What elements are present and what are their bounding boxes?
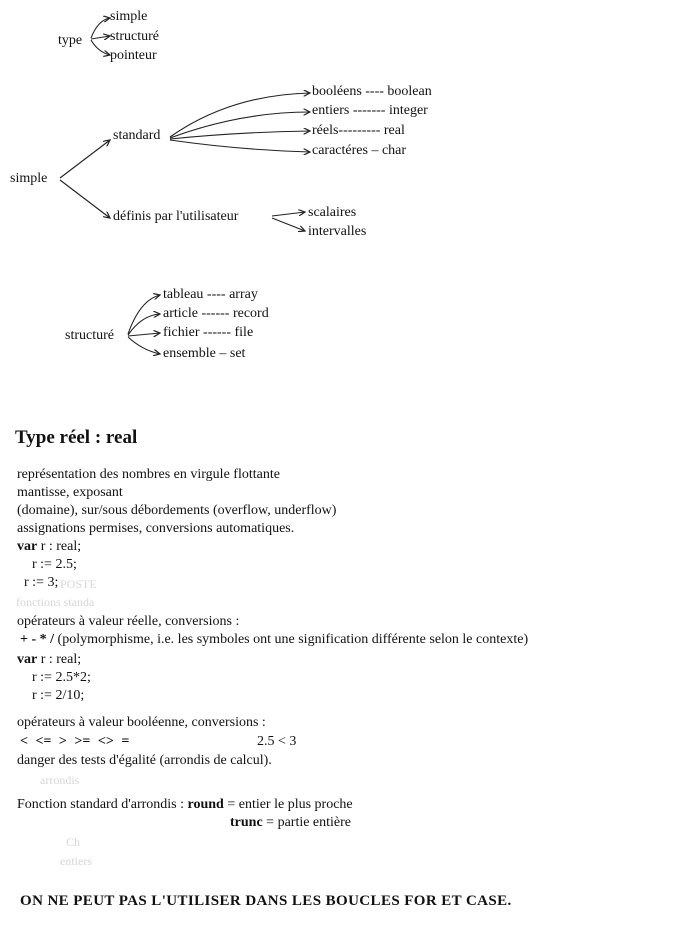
standard-item-real: réels--------- real xyxy=(312,123,405,138)
struct-item-set: ensemble – set xyxy=(163,346,246,361)
type-child-simple: simple xyxy=(110,9,148,24)
section-title: Type réel : real xyxy=(15,427,138,448)
struct-tree-arrows xyxy=(128,295,160,354)
type-tree-arrows xyxy=(91,18,110,55)
code-block-1-line-1 xyxy=(17,539,81,555)
ops-real-heading: opérateurs à valeur réelle, conversions : xyxy=(17,614,240,629)
ops-real-line xyxy=(20,632,528,648)
user-defined-label: définis par l'utilisateur xyxy=(113,209,239,224)
user-item-intervalles: intervalles xyxy=(308,224,367,239)
ops-real-symbols: + - * / xyxy=(20,632,55,647)
var-declaration: r : real; xyxy=(37,652,82,667)
ops-real-note: (polymorphisme, i.e. les symboles ont une signification différente selon le contexte) xyxy=(57,632,529,647)
scan-smudge: fonctions standa xyxy=(16,595,95,609)
code-block-2-line-3: r := 2/10; xyxy=(32,688,85,703)
var-keyword: var xyxy=(17,539,38,554)
type-child-structure: structuré xyxy=(110,29,159,44)
standard-item-char: caractéres – char xyxy=(312,143,407,158)
simple-root-label: simple xyxy=(10,171,48,186)
type-root-label: type xyxy=(58,33,83,48)
ops-bool-heading: opérateurs à valeur booléenne, conversions : xyxy=(17,715,266,730)
trunc-line xyxy=(230,815,351,831)
struct-item-array: tableau ---- array xyxy=(163,287,258,302)
text-line-mantisse: mantisse, exposant xyxy=(17,485,123,500)
scan-artifact xyxy=(488,213,526,221)
standard-label: standard xyxy=(113,128,161,143)
struct-item-file: fichier ------ file xyxy=(163,325,254,340)
var-keyword: var xyxy=(17,652,38,667)
code-block-1-line-3: r := 3; xyxy=(24,575,59,590)
danger-line: danger des tests d'égalité (arrondis de calcul). xyxy=(17,753,272,768)
standard-item-boolean: booléens ---- boolean xyxy=(312,84,432,99)
standard-item-integer: entiers ------- integer xyxy=(312,103,428,118)
text-line-assignations: assignations permises, conversions automatiques. xyxy=(17,521,295,536)
ops-bool-example: 2.5 < 3 xyxy=(257,734,297,749)
round-keyword: round xyxy=(187,797,224,812)
trunc-description: = partie entière xyxy=(262,815,352,830)
struct-item-record: article ------ record xyxy=(163,306,269,321)
var-declaration: r : real; xyxy=(37,539,82,554)
scan-smudge: entiers xyxy=(60,854,92,868)
scan-smudge: Ch xyxy=(66,835,81,849)
user-item-scalaires: scalaires xyxy=(308,205,357,220)
round-line xyxy=(17,797,353,813)
text-line-representation: représentation des nombres en virgule flottante xyxy=(17,467,280,482)
trunc-keyword: trunc xyxy=(230,815,263,830)
code-block-2-line-2: r := 2.5*2; xyxy=(32,670,91,685)
struct-root-label: structuré xyxy=(65,328,114,343)
scan-smudge: POSTE xyxy=(60,577,97,591)
type-child-pointeur: pointeur xyxy=(110,48,157,63)
round-prefix: Fonction standard d'arrondis : xyxy=(17,797,188,812)
text-line-domaine: (domaine), sur/sous débordements (overflow, underflow) xyxy=(17,503,337,518)
round-description: = entier le plus proche xyxy=(223,797,353,812)
scan-smudge: arrondis xyxy=(40,773,80,787)
code-block-2-line-1 xyxy=(17,652,81,668)
ops-bool-symbols: < <= > >= <> = xyxy=(20,734,130,749)
warning-line: ON NE PEUT PAS L'UTILISER DANS LES BOUCLES FOR ET CASE. xyxy=(20,893,512,909)
code-block-1-line-2: r := 2.5; xyxy=(32,557,77,572)
